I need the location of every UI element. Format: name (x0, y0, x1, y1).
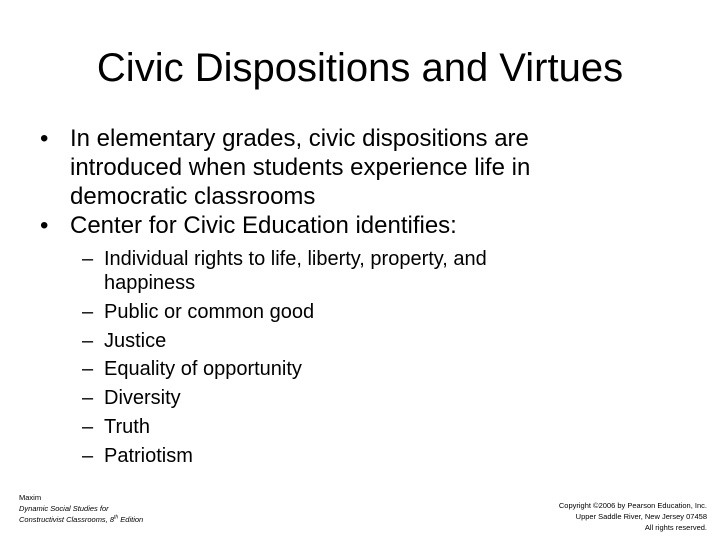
footer-citation (19, 492, 143, 525)
sub-bullet-marker: – (82, 329, 94, 352)
sub-bullet-marker: – (82, 387, 94, 410)
sub-bullet-text: Individual rights to life, liberty, property, and happiness (104, 248, 487, 294)
sub-bullet-item (82, 415, 602, 439)
sub-bullet-marker: – (82, 358, 94, 381)
bullet-text: Center for Civic Education identifies: (70, 212, 457, 239)
sub-bullet-item (82, 300, 602, 324)
footer-copyright (559, 500, 707, 533)
bullet-item (40, 124, 680, 211)
footer-book-title-line2 (19, 514, 143, 525)
footer-edition-superscript: th (114, 514, 119, 521)
sub-bullet-item (82, 329, 602, 353)
footer-book-title-line1: Dynamic Social Studies for (19, 504, 109, 513)
sub-bullet-text: Truth (104, 415, 150, 438)
sub-bullet-item (82, 386, 602, 410)
copyright-line: Copyright ©2006 by Pearson Education, Inc. (558, 501, 707, 510)
sub-bullet-item (82, 357, 602, 381)
footer-book-title-end: Edition (118, 515, 144, 524)
rights-line: All rights reserved. (644, 523, 707, 532)
footer-author: Maxim (19, 493, 42, 502)
sub-bullet-text: Public or common good (104, 300, 315, 323)
sub-bullet-text: Equality of opportunity (104, 358, 302, 381)
sub-bullet-text: Diversity (104, 387, 181, 410)
slide-title: Civic Dispositions and Virtues (96, 46, 624, 90)
sub-bullet-text: Patriotism (104, 444, 193, 467)
sub-bullet-item (82, 444, 602, 468)
publisher-address-line: Upper Saddle River, New Jersey 07458 (575, 512, 707, 521)
sub-bullet-list (82, 247, 602, 473)
sub-bullet-item (82, 247, 602, 295)
footer-book-title-main: Constructivist Classrooms, 8 (19, 515, 115, 524)
bullet-text: In elementary grades, civic dispositions are introduced when students experience life in democratic classrooms (70, 125, 531, 210)
bullet-marker: • (40, 125, 49, 152)
bullet-marker: • (40, 212, 49, 239)
sub-bullet-marker: – (82, 300, 94, 323)
bullet-list (40, 124, 680, 240)
sub-bullet-text: Justice (104, 329, 167, 352)
bullet-item (40, 211, 680, 240)
sub-bullet-marker: – (82, 415, 94, 438)
sub-bullet-marker: – (82, 248, 94, 270)
sub-bullet-marker: – (82, 444, 94, 467)
